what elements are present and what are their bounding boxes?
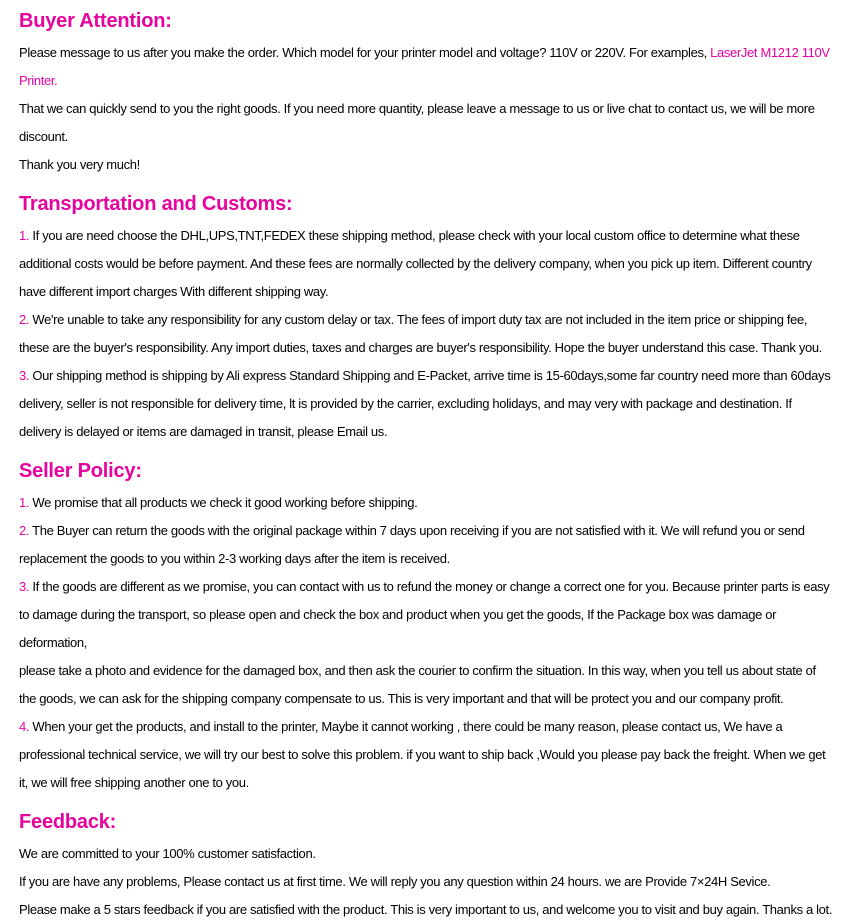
item-text: Thank you very much! xyxy=(19,157,140,172)
policy-paragraph xyxy=(19,840,835,868)
printer-model-highlight: LaserJet M1212 110V Printer. xyxy=(19,45,830,88)
policy-paragraph xyxy=(19,222,835,306)
policy-paragraph xyxy=(19,573,835,657)
item-number: 4. xyxy=(19,719,30,734)
policy-paragraph xyxy=(19,95,835,151)
section-buyer-attention xyxy=(19,8,835,179)
item-text: please take a photo and evidence for the damaged box, and then ask the courier to confirm the situation. In this way, when you tell us about state of the goods, we can ask for the shipping company compensate to us. This is very important and that will be protect you and our company profit. xyxy=(19,663,816,706)
policy-paragraph xyxy=(19,517,835,573)
policy-paragraph xyxy=(19,489,835,517)
policy-paragraph xyxy=(19,39,835,95)
item-text: Please message to us after you make the order. Which model for your printer model and voltage? 110V or 220V. For examples, xyxy=(19,45,711,60)
item-text: We promise that all products we check it good working before shipping. xyxy=(29,495,418,510)
policy-paragraph xyxy=(19,151,835,179)
item-number: 3. xyxy=(19,579,30,594)
item-text: We're unable to take any responsibility for any custom delay or tax. The fees of import duty tax are not included in the item price or shipping fee, these are the buyer's responsibility. Any import duties, taxes and charges are buyer's responsibility. Hope the buyer understand this case. Thank you. xyxy=(19,312,822,355)
policy-paragraph xyxy=(19,657,835,713)
section-feedback xyxy=(19,809,835,924)
item-text: If the goods are different as we promise, you can contact with us to refund the money or change a correct one for you. Because printer parts is easy to damage during the transport, so please open and check the box and product when you get the goods, If the Package box was damage or deformation, xyxy=(19,579,830,650)
item-text: Please make a 5 stars feedback if you are satisfied with the product. This is very important to us, and welcome you to visit and buy again. Thanks a lot. xyxy=(19,902,833,917)
section-seller-policy xyxy=(19,458,835,797)
item-text: Our shipping method is shipping by Ali express Standard Shipping and E-Packet, arrive time is 15-60days,some far country need more than 60days delivery, seller is not responsible for delivery time, lt is provided by the carrier, excluding holidays, and may very with package and destination. If delivery is delayed or items are damaged in transit, please Email us. xyxy=(19,368,831,439)
item-number: 2. xyxy=(19,312,30,327)
item-text: When your get the products, and install to the printer, Maybe it cannot working , there could be many reason, please contact us, We have a professional technical service, we will try our best to solve this problem. if you want to ship back ,Would you please pay back the freight. When we get it, we will free shipping another one to you. xyxy=(19,719,826,790)
policy-paragraph xyxy=(19,868,835,896)
section-heading-seller-policy: Seller Policy: xyxy=(19,460,142,482)
item-number: 1. xyxy=(19,495,30,510)
item-text: If you are need choose the DHL,UPS,TNT,FEDEX these shipping method, please check with your local custom office to determine what these additional costs would be before payment. And these fees are normally collected by the delivery company, when you pick up item. Different country have different import charges With different shipping way. xyxy=(19,228,812,299)
item-number: 1. xyxy=(19,228,30,243)
item-number: 3. xyxy=(19,368,30,383)
policy-paragraph xyxy=(19,713,835,797)
policy-paragraph xyxy=(19,896,835,924)
section-heading-buyer-attention: Buyer Attention: xyxy=(19,10,172,32)
item-text: That we can quickly send to you the right goods. If you need more quantity, please leave a message to us or live chat to contact us, we will be more discount. xyxy=(19,101,815,144)
item-text: The Buyer can return the goods with the original package within 7 days upon receiving if you are not satisfied with it. We will refund you or send replacement the goods to you within 2-3 working days after the item is received. xyxy=(19,523,805,566)
item-text: If you are have any problems, Please contact us at first time. We will reply you any question within 24 hours. we are Provide 7×24H Sevice. xyxy=(19,874,771,889)
policy-paragraph xyxy=(19,306,835,362)
section-heading-transportation-customs: Transportation and Customs: xyxy=(19,193,293,215)
item-number: 2. xyxy=(19,523,30,538)
item-text: We are committed to your 100% customer satisfaction. xyxy=(19,846,316,861)
section-heading-feedback: Feedback: xyxy=(19,811,117,833)
section-transportation-customs xyxy=(19,191,835,446)
policy-paragraph xyxy=(19,362,835,446)
